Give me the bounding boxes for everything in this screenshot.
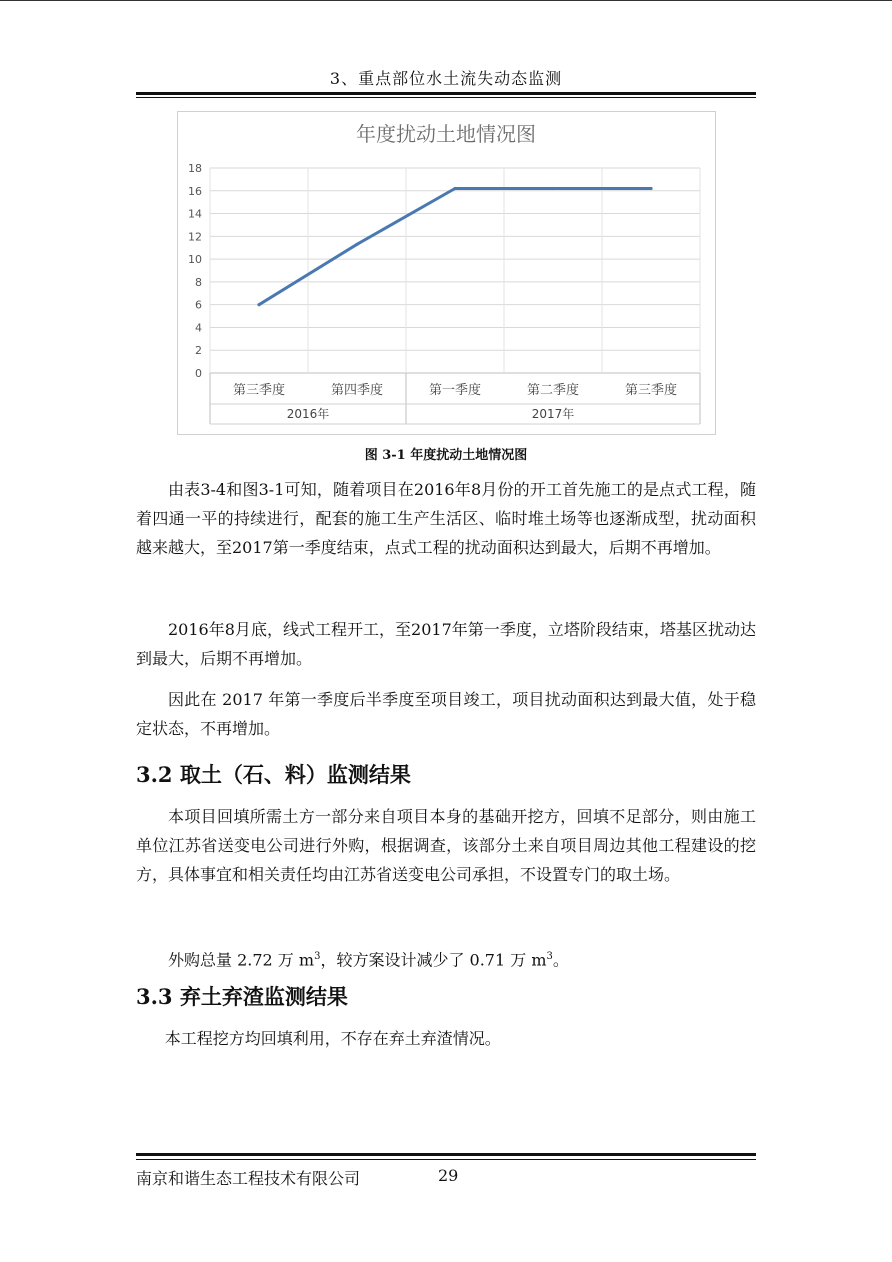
footer-company: 南京和谐生态工程技术有限公司 <box>136 1169 361 1188</box>
y-tick-label: 6 <box>195 298 202 312</box>
line-chart <box>177 111 716 435</box>
superscript-3: 3 <box>546 951 553 962</box>
paragraph-3: 因此在 2017 年第一季度后半季度至项目竣工，项目扰动面积达到最大值，处于稳定状态，不再增加。 <box>136 690 756 738</box>
footer-rule-thin <box>136 1159 756 1160</box>
y-tick-label: 2 <box>195 344 202 358</box>
x-category-label: 第三季度 <box>624 383 678 398</box>
y-tick-label: 18 <box>188 162 202 175</box>
paragraph-5 <box>136 942 756 974</box>
chart-title: 年度扰动土地情况图 <box>356 122 536 146</box>
paragraph-2: 2016年8月底，线式工程开工，至2017年第一季度，立塔阶段结束，塔基区扰动达到最大，后期不再增加。 <box>136 620 756 668</box>
data-point <box>355 243 358 246</box>
x-category-label: 第二季度 <box>526 383 580 398</box>
data-point <box>257 303 260 306</box>
x-category-label: 第一季度 <box>428 383 482 398</box>
section-heading-3-3: 3.3 弃土弃渣监测结果 <box>136 984 348 1009</box>
superscript-3: 3 <box>314 951 321 962</box>
page-number: 29 <box>438 1166 459 1185</box>
page-header-title: 3、重点部位水土流失动态监测 <box>329 69 563 88</box>
data-point <box>649 187 652 190</box>
page-footer <box>136 1166 459 1189</box>
figure-caption: 图 3-1 年度扰动土地情况图 <box>364 448 528 463</box>
y-tick-label: 8 <box>195 275 202 289</box>
y-tick-label: 4 <box>195 321 202 335</box>
y-tick-label: 14 <box>188 207 202 221</box>
y-tick-label: 0 <box>195 367 202 380</box>
paragraph-6: 本工程挖方均回填利用，不存在弃土弃渣情况。 <box>164 1029 501 1048</box>
y-tick-label: 16 <box>188 184 202 198</box>
data-point <box>453 187 456 190</box>
chart-canvas <box>178 112 715 434</box>
section-heading-3-2: 3.2 取土（石、料）监测结果 <box>136 762 411 787</box>
header-rule-thick <box>136 92 756 95</box>
x-category-label: 第三季度 <box>232 383 286 398</box>
paragraph-4: 本项目回填所需土方一部分来自项目本身的基础开挖方，回填不足部分，则由施工单位江苏省送变电公司进行外购，根据调查，该部分土来自项目周边其他工程建设的挖方，具体事宜和相关责任均由江苏省送变电公司承担，不设置专门的取土场。 <box>136 807 756 884</box>
data-point <box>551 187 554 190</box>
footer-rule-thick <box>136 1153 756 1156</box>
year-group-label: 2016年 <box>286 407 330 421</box>
x-category-label: 第四季度 <box>330 383 384 398</box>
page-top-border <box>0 0 892 1</box>
series-line <box>259 189 651 305</box>
paragraph-1: 由表3-4和图3-1可知，随着项目在2016年8月份的开工首先施工的是点式工程，随着四通一平的持续进行，配套的施工生产生活区、临时堆土场等也逐渐成型，扰动面积越来越大，至2017第一季度结束，点式工程的扰动面积达到最大，后期不再增加。 <box>136 480 756 557</box>
y-tick-label: 10 <box>188 253 202 267</box>
sentence-end: 。 <box>552 950 569 970</box>
year-group-label: 2017年 <box>531 407 575 421</box>
purchase-total-text: 外购总量 2.72 万 m <box>168 950 315 970</box>
y-tick-label: 12 <box>188 230 202 244</box>
header-rule-thin <box>136 97 756 98</box>
reduction-text: ，较方案设计减少了 0.71 万 m <box>320 950 547 970</box>
